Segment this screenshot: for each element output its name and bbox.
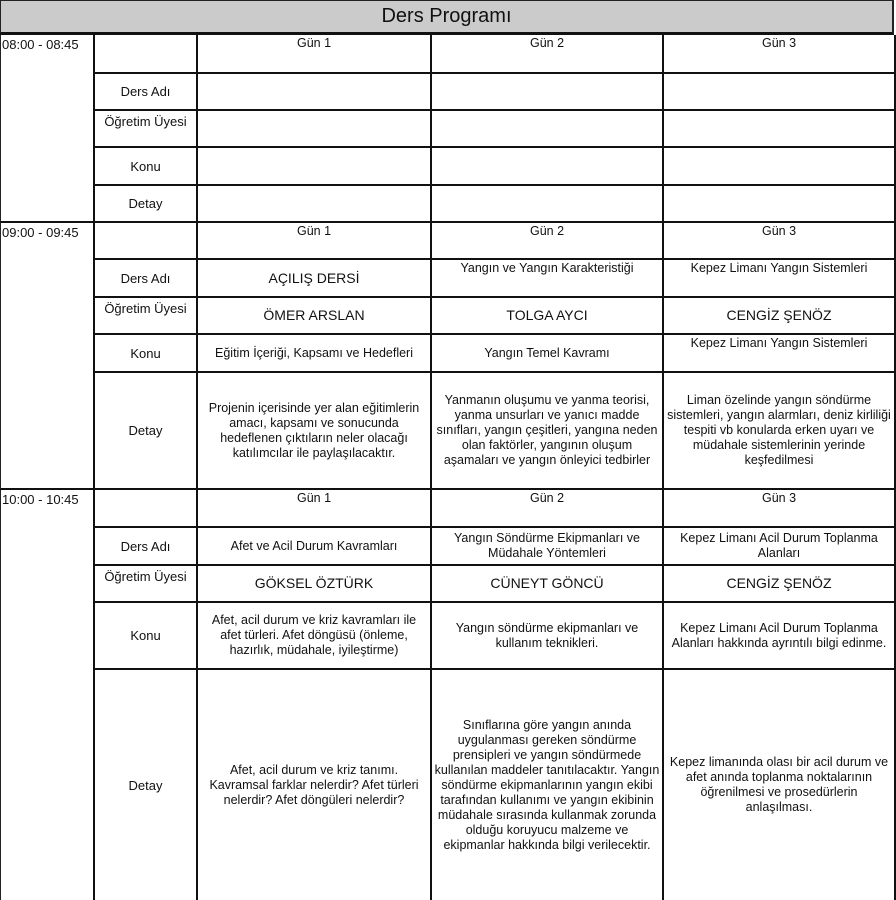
cell-detay: Projenin içerisinde yer alan eğitimlerin amacı, kapsamı ve sonucunda hedeflenen çıktıların neler olacağı katılımcılar ile paylaşılacaktır. — [198, 373, 432, 490]
cell-konu: Afet, acil durum ve kriz kavramları ile afet türleri. Afet döngüsü (önleme, hazırlık, müdahale, iyileştirme) — [198, 603, 432, 670]
cell-ogretim-uyesi: TOLGA AYCI — [432, 298, 664, 335]
cell-ders-adi: Afet ve Acil Durum Kavramları — [198, 528, 432, 566]
row-label-ders-adi: Ders Adı — [95, 260, 198, 298]
cell-detay: Afet, acil durum ve kriz tanımı. Kavramsal farklar nelerdir? Afet türleri nelerdir? Afet döngüleri nelerdir? — [198, 670, 432, 900]
cell-ders-adi: AÇILIŞ DERSİ — [198, 260, 432, 298]
cell-ders-adi — [664, 74, 896, 111]
cell-ogretim-uyesi — [198, 111, 432, 148]
cell-detay: Yanmanın oluşumu ve yanma teorisi, yanma unsurları ve yanıcı madde sınıfları, yangın çeşitleri, yangına neden olan faktörler, yangının oluşum aşamaları ve yangın önleyici tedbirler — [432, 373, 664, 490]
day-header: Gün 2 — [432, 223, 664, 260]
cell-detay: Sınıflarına göre yangın anında uygulanması gereken söndürme prensipleri ve yangın söndürmede kullanılan maddeler tanıtılacaktır. Yangın söndürme ekipmanlarının yangın ekibi tarafından kullanımı ve yangın ekibinin müdahale sırasında kullanmak zorunda olduğu koruyucu malzeme ve ekipmanlar hakkında bilgi verilecektir. — [432, 670, 664, 900]
time-slot: 10:00 - 10:45 — [0, 490, 95, 900]
row-label-ders-adi: Ders Adı — [95, 528, 198, 566]
cell-ders-adi — [198, 74, 432, 111]
day-header: Gün 3 — [664, 490, 896, 528]
day-header: Gün 1 — [198, 35, 432, 74]
cell-konu: Yangın söndürme ekipmanları ve kullanım teknikleri. — [432, 603, 664, 670]
row-label-ogretim-uyesi: Öğretim Üyesi — [95, 298, 198, 335]
cell-konu — [432, 148, 664, 186]
time-slot: 08:00 - 08:45 — [0, 35, 95, 223]
row-label-konu: Konu — [95, 603, 198, 670]
day-header: Gün 2 — [432, 490, 664, 528]
cell-ogretim-uyesi — [664, 111, 896, 148]
cell-konu: Kepez Limanı Yangın Sistemleri — [664, 335, 896, 373]
row-label-konu: Konu — [95, 335, 198, 373]
row-label-detay: Detay — [95, 373, 198, 490]
cell-konu: Kepez Limanı Acil Durum Toplanma Alanları hakkında ayrıntılı bilgi edinme. — [664, 603, 896, 670]
cell-ogretim-uyesi: GÖKSEL ÖZTÜRK — [198, 566, 432, 603]
row-label-ogretim-uyesi: Öğretim Üyesi — [95, 111, 198, 148]
cell-detay — [432, 186, 664, 223]
row-label-empty — [95, 223, 198, 260]
cell-ders-adi: Yangın Söndürme Ekipmanları ve Müdahale Yöntemleri — [432, 528, 664, 566]
cell-detay: Liman özelinde yangın söndürme sistemleri, yangın alarmları, deniz kirliliği tespiti vb konularda erken uyarı ve müdahale sistemlerinin yerinde keşfedilmesi — [664, 373, 896, 490]
cell-konu — [664, 148, 896, 186]
row-label-ogretim-uyesi: Öğretim Üyesi — [95, 566, 198, 603]
cell-ders-adi: Kepez Limanı Acil Durum Toplanma Alanları — [664, 528, 896, 566]
cell-detay — [198, 186, 432, 223]
time-slot: 09:00 - 09:45 — [0, 223, 95, 490]
cell-konu: Eğitim İçeriği, Kapsamı ve Hedefleri — [198, 335, 432, 373]
row-label-empty — [95, 490, 198, 528]
page-title: Ders Programı — [0, 0, 894, 35]
cell-ogretim-uyesi: CENGİZ ŞENÖZ — [664, 566, 896, 603]
cell-detay: Kepez limanında olası bir acil durum ve afet anında toplanma noktalarının öğrenilmesi ve prosedürlerin anlaşılması. — [664, 670, 896, 900]
row-label-detay: Detay — [95, 670, 198, 900]
day-header: Gün 3 — [664, 35, 896, 74]
cell-konu — [198, 148, 432, 186]
cell-konu: Yangın Temel Kavramı — [432, 335, 664, 373]
row-label-empty — [95, 35, 198, 74]
cell-ogretim-uyesi — [432, 111, 664, 148]
cell-ders-adi — [432, 74, 664, 111]
cell-detay — [664, 186, 896, 223]
row-label-detay: Detay — [95, 186, 198, 223]
day-header: Gün 1 — [198, 490, 432, 528]
cell-ogretim-uyesi: ÖMER ARSLAN — [198, 298, 432, 335]
cell-ders-adi: Yangın ve Yangın Karakteristiği — [432, 260, 664, 298]
day-header: Gün 3 — [664, 223, 896, 260]
row-label-konu: Konu — [95, 148, 198, 186]
day-header: Gün 1 — [198, 223, 432, 260]
day-header: Gün 2 — [432, 35, 664, 74]
cell-ders-adi: Kepez Limanı Yangın Sistemleri — [664, 260, 896, 298]
cell-ogretim-uyesi: CENGİZ ŞENÖZ — [664, 298, 896, 335]
row-label-ders-adi: Ders Adı — [95, 74, 198, 111]
cell-ogretim-uyesi: CÜNEYT GÖNCÜ — [432, 566, 664, 603]
